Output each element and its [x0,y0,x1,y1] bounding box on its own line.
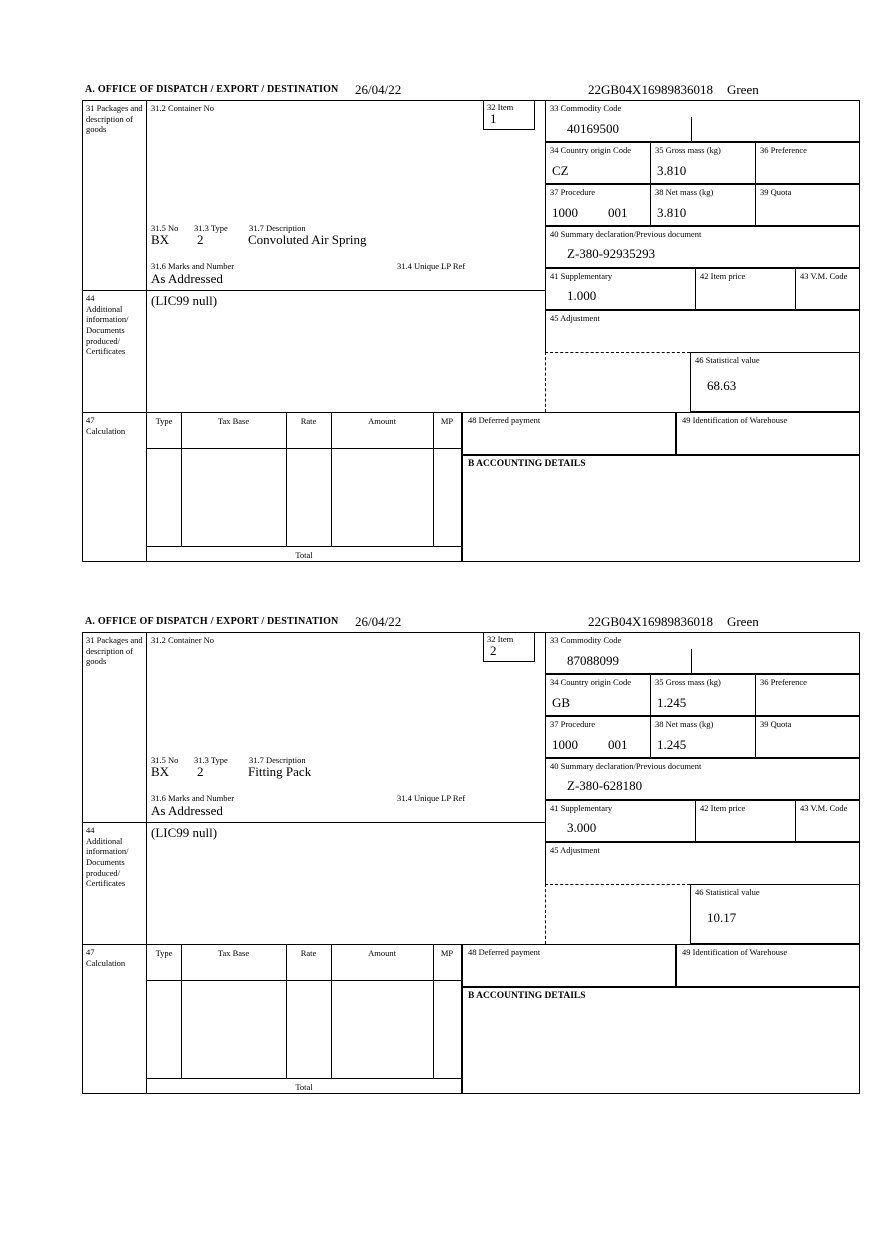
box33-commodity-code-cell [545,100,860,142]
summary-declaration-value: Z-380-92935293 [567,246,656,261]
box35-gross-mass-cell [650,142,756,184]
package-kind-value: BX [151,764,170,779]
marks-and-numbers-value: As Addressed [151,803,223,818]
movement-reference-number: 22GB04X16989836018 [588,82,713,97]
table-column-divider [331,945,332,1078]
box34-country-origin-cell [545,142,651,184]
col-header-amount: Amount [368,948,396,958]
net-mass-value: 3.810 [657,205,687,220]
package-kind-value: BX [151,232,170,247]
box45-label: 45 Adjustment [550,845,600,855]
table-column-divider [181,945,182,1078]
table-column-divider [181,413,182,546]
additional-info-area [146,822,546,945]
accounting-details-cell [462,987,860,1094]
box39-label: 39 Quota [760,187,792,197]
routing-status: Green [726,614,759,629]
gross-mass-value: 3.810 [657,163,687,178]
box31-4-unique-lp-ref-label: 31.4 Unique LP Ref [397,261,466,271]
box31-label: 31 Packages and description of goods [86,635,143,667]
table-total-divider [147,1078,461,1079]
box46-statistical-value-cell [690,884,860,944]
box43-label: 43 V.M. Code [800,271,848,281]
box31-6-marks-label: 31.6 Marks and Number [151,793,235,803]
box31-5-no-label: 31.5 No [151,223,179,233]
country-origin-value: GB [552,695,571,710]
table-total-divider [147,546,461,547]
dashed-divider-horizontal [545,352,690,353]
movement-reference-number: 22GB04X16989836018 [588,614,713,629]
commodity-code-divider [691,649,692,673]
col-header-rate: Rate [300,948,317,958]
box31-packages-label-cell [82,100,147,291]
box45-label: 45 Adjustment [550,313,600,323]
box47-label: Calculation [86,425,126,436]
box31-2-container-no-label: 31.2 Container No [151,635,215,645]
additional-info-area [146,290,546,413]
box45-adjustment-cell [545,842,860,884]
box47-number: 47 [86,947,95,957]
box47-number: 47 [86,415,95,425]
box42-label: 42 Item price [700,271,746,281]
declaration-date: 26/04/22 [355,614,402,629]
box38-label: 38 Net mass (kg) [655,187,714,197]
box40-summary-declaration-cell [545,226,860,268]
box47-calculation-label-cell [82,944,147,1094]
col-header-type: Type [155,948,173,958]
box31-7-description-label: 31.7 Description [249,223,306,233]
dashed-divider-vertical [545,352,546,412]
box37-label: 37 Procedure [550,187,596,197]
accounting-details-cell [462,455,860,562]
procedure-value: 1000 [552,205,578,220]
net-mass-value: 1.245 [657,737,687,752]
box45-adjustment-cell [545,310,860,352]
box38-net-mass-cell [650,716,756,758]
box41-supplementary-cell [545,268,696,310]
col-header-mp: MP [440,948,454,958]
box49-label: 49 Identification of Warehouse [682,947,788,957]
box49-warehouse-cell [676,412,860,455]
box44-additional-info-label-cell [82,822,147,945]
accounting-details-label: B ACCOUNTING DETAILS [468,991,586,1001]
box32-item-label: 32 Item [487,634,514,644]
procedure-value: 1000 [552,737,578,752]
box32-item-label: 32 Item [487,102,514,112]
box35-label: 35 Gross mass (kg) [655,677,721,687]
goods-description-value: Convoluted Air Spring [248,232,367,247]
supplementary-units-value: 1.000 [567,288,597,303]
box35-label: 35 Gross mass (kg) [655,145,721,155]
box31-4-unique-lp-ref-label: 31.4 Unique LP Ref [397,793,466,803]
box49-label: 49 Identification of Warehouse [682,415,788,425]
box31-label: 31 Packages and description of goods [86,103,143,135]
item-number-value: 1 [490,111,497,126]
additional-information-value: (LIC99 null) [151,293,218,308]
box34-label: 34 Country origin Code [550,677,631,687]
box39-label: 39 Quota [760,719,792,729]
box32-item-cell [483,100,535,130]
table-column-divider [433,945,434,1078]
table-column-divider [433,413,434,546]
box41-supplementary-cell [545,800,696,842]
box36-label: 36 Preference [760,677,807,687]
office-of-dispatch-label: A. OFFICE OF DISPATCH / EXPORT / DESTINATION [85,84,339,95]
gross-mass-value: 1.245 [657,695,687,710]
box33-label: 33 Commodity Code [550,635,622,645]
box48-label: 48 Deferred payment [468,947,541,957]
box36-label: 36 Preference [760,145,807,155]
box37-label: 37 Procedure [550,719,596,729]
box46-label: 46 Statistical value [695,355,760,365]
summary-declaration-value: Z-380-628180 [567,778,643,793]
box37-procedure-cell [545,184,651,226]
col-header-amount: Amount [368,416,396,426]
box44-label: Additional information/ Documents produced/ Certificates [86,303,129,357]
declaration-reference [588,615,759,629]
box43-vm-code-cell [795,268,860,310]
box43-label: 43 V.M. Code [800,803,848,813]
routing-status: Green [726,82,759,97]
box44-number: 44 [86,293,95,303]
table-column-divider [286,413,287,546]
box36-preference-cell [755,674,860,716]
goods-description-value: Fitting Pack [248,764,312,779]
col-header-tax-base: Tax Base [217,416,250,426]
package-type-value: 2 [197,764,204,779]
box40-summary-declaration-cell [545,758,860,800]
box42-item-price-cell [695,800,796,842]
box39-quota-cell [755,716,860,758]
supplementary-units-value: 3.000 [567,820,597,835]
box32-item-cell [483,632,535,662]
statistical-value: 10.17 [707,910,737,925]
box31-3-type-label: 31.3 Type [194,755,228,765]
box34-label: 34 Country origin Code [550,145,631,155]
box40-label: 40 Summary declaration/Previous document [550,229,702,239]
box49-warehouse-cell [676,944,860,987]
box31-2-container-no-label: 31.2 Container No [151,103,215,113]
box34-country-origin-cell [545,674,651,716]
col-header-rate: Rate [300,416,317,426]
declaration-date: 26/04/22 [355,82,402,97]
accounting-details-label: B ACCOUNTING DETAILS [468,459,586,469]
office-of-dispatch-label: A. OFFICE OF DISPATCH / EXPORT / DESTINATION [85,616,339,627]
box31-7-description-label: 31.7 Description [249,755,306,765]
procedure-value-2: 001 [608,205,628,220]
box47-label: Calculation [86,957,126,968]
box33-label: 33 Commodity Code [550,103,622,113]
box38-net-mass-cell [650,184,756,226]
table-column-divider [331,413,332,546]
col-header-type: Type [155,416,173,426]
procedure-value-2: 001 [608,737,628,752]
table-header-divider [147,980,461,981]
item-number-value: 2 [490,643,497,658]
box42-label: 42 Item price [700,803,746,813]
box44-number: 44 [86,825,95,835]
box43-vm-code-cell [795,800,860,842]
box31-packages-label-cell [82,632,147,823]
statistical-value: 68.63 [707,378,737,393]
country-origin-value: CZ [552,163,569,178]
total-label: Total [295,1082,313,1092]
dashed-divider-horizontal [545,884,690,885]
calculation-table [146,944,462,1094]
declaration-item-block-1 [0,82,882,564]
box42-item-price-cell [695,268,796,310]
declaration-item-block-2 [0,614,882,1096]
box46-label: 46 Statistical value [695,887,760,897]
box39-quota-cell [755,184,860,226]
table-column-divider [286,945,287,1078]
declaration-reference [588,83,759,97]
total-label: Total [295,550,313,560]
box38-label: 38 Net mass (kg) [655,719,714,729]
box41-label: 41 Supplementary [550,271,613,281]
box44-additional-info-label-cell [82,290,147,413]
box31-5-no-label: 31.5 No [151,755,179,765]
box36-preference-cell [755,142,860,184]
commodity-code-divider [691,117,692,141]
box48-deferred-payment-cell [462,944,676,987]
box31-3-type-label: 31.3 Type [194,223,228,233]
col-header-mp: MP [440,416,454,426]
box31-6-marks-label: 31.6 Marks and Number [151,261,235,271]
box37-procedure-cell [545,716,651,758]
box48-deferred-payment-cell [462,412,676,455]
box33-commodity-code-cell [545,632,860,674]
box35-gross-mass-cell [650,674,756,716]
box44-label: Additional information/ Documents produced/ Certificates [86,835,129,889]
calculation-table [146,412,462,562]
box48-label: 48 Deferred payment [468,415,541,425]
box47-calculation-label-cell [82,412,147,562]
commodity-code-value: 40169500 [567,121,619,136]
table-header-divider [147,448,461,449]
box46-statistical-value-cell [690,352,860,412]
box40-label: 40 Summary declaration/Previous document [550,761,702,771]
box41-label: 41 Supplementary [550,803,613,813]
additional-information-value: (LIC99 null) [151,825,218,840]
dashed-divider-vertical [545,884,546,944]
marks-and-numbers-value: As Addressed [151,271,223,286]
package-type-value: 2 [197,232,204,247]
commodity-code-value: 87088099 [567,653,619,668]
col-header-tax-base: Tax Base [217,948,250,958]
